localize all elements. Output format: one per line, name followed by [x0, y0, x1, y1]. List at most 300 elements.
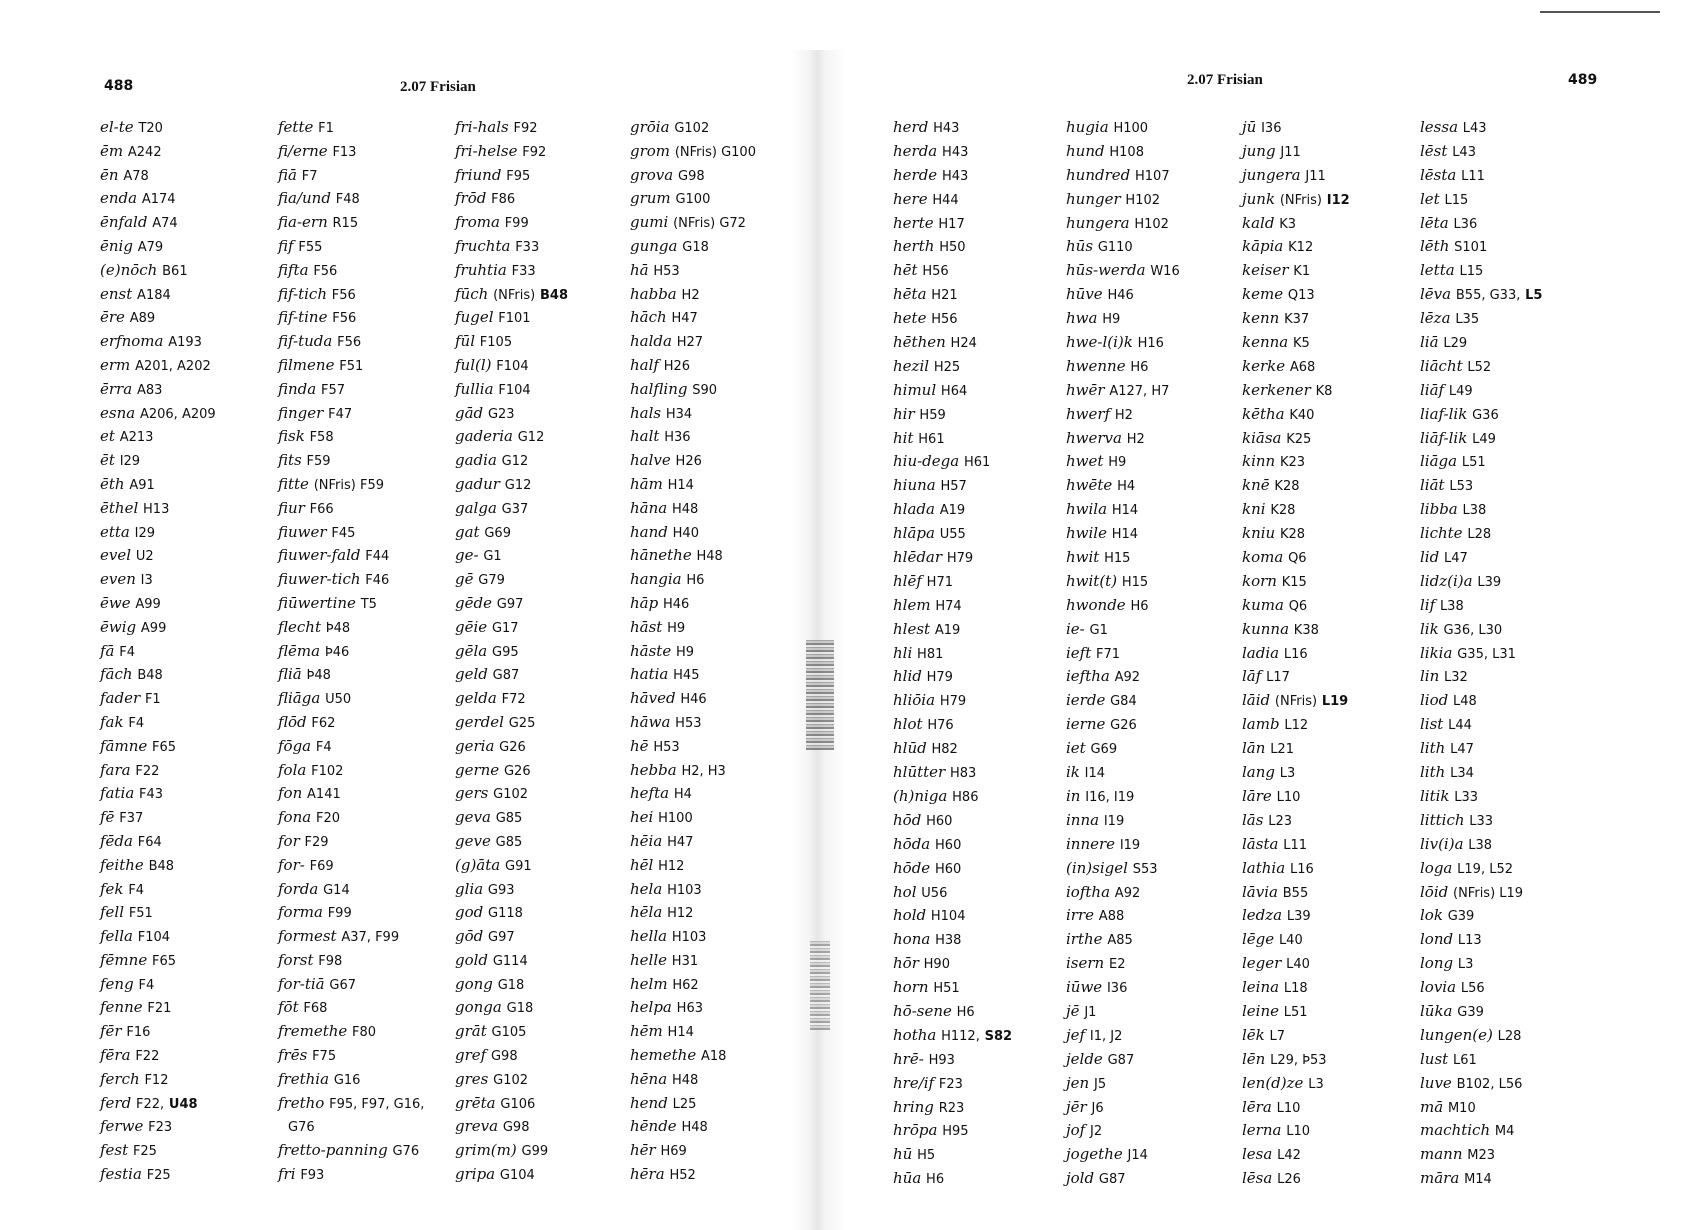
index-entry	[630, 687, 756, 711]
headword: ēn	[100, 165, 119, 184]
index-entry	[1420, 379, 1542, 403]
index-entry	[893, 164, 1012, 188]
reference-code: J2	[1090, 1124, 1103, 1140]
headword: littich	[1420, 810, 1465, 829]
reference-code: K28	[1280, 527, 1306, 543]
reference-code: H60	[935, 837, 962, 853]
index-entry	[455, 1044, 568, 1068]
index-entry	[100, 663, 216, 687]
index-entry	[1242, 952, 1350, 976]
reference-code: L61	[1452, 1052, 1477, 1068]
headword: fā	[100, 641, 115, 660]
index-entry	[100, 1068, 216, 1092]
reference-code: G104	[499, 1168, 535, 1184]
headword: irthe	[1066, 930, 1103, 949]
index-entry	[278, 521, 424, 545]
headword: etta	[100, 522, 130, 541]
index-entry	[1066, 857, 1180, 881]
reference-code: H46	[1107, 288, 1134, 304]
index-entry	[893, 809, 1012, 833]
reference-code: H6	[1130, 359, 1149, 375]
index-entry	[893, 140, 1012, 164]
reference-code: H52	[669, 1168, 696, 1184]
reference-code: U55	[939, 527, 966, 543]
index-entry	[455, 497, 568, 521]
headword: lid	[1420, 548, 1440, 567]
reference-code: H17	[938, 216, 965, 232]
reference-code: A174	[141, 192, 176, 208]
index-entry	[1242, 1167, 1350, 1191]
reference-code: S101	[1454, 240, 1488, 256]
headword: ladia	[1242, 643, 1280, 662]
index-entry	[630, 973, 756, 997]
headword: hund	[1066, 141, 1105, 160]
reference-code: K40	[1289, 407, 1315, 423]
reference-code: H64	[940, 383, 968, 399]
index-entry	[1066, 1024, 1180, 1048]
headword: lond	[1420, 930, 1454, 949]
scan-artifact	[810, 940, 830, 1030]
index-column	[455, 116, 568, 1187]
index-entry	[278, 140, 424, 164]
index-entry	[455, 1163, 568, 1187]
index-entry	[455, 235, 568, 259]
index-entry	[1066, 1048, 1180, 1072]
index-entry	[100, 616, 216, 640]
page-number-right: 489	[1568, 72, 1598, 88]
headword: hwe-l(i)k	[1066, 333, 1133, 352]
index-entry	[1066, 188, 1180, 212]
headword: litik	[1420, 786, 1450, 805]
reference-code: J1	[1084, 1004, 1097, 1020]
reference-code-bold: L5	[1525, 288, 1543, 304]
index-entry	[1242, 618, 1350, 642]
headword: ieft	[1066, 643, 1092, 662]
headword: hundred	[1066, 165, 1131, 184]
reference-code: H9	[676, 644, 695, 660]
reference-code: H45	[673, 668, 700, 684]
headword: gād	[455, 403, 484, 422]
index-entry	[100, 1092, 216, 1116]
reference-code: H86	[952, 789, 979, 805]
reference-code: F56	[313, 263, 338, 279]
reference-code: J11	[1305, 168, 1326, 184]
index-entry	[1242, 522, 1350, 546]
reference-code: H79	[946, 551, 974, 567]
index-entry	[893, 570, 1012, 594]
reference-code: G102	[493, 787, 529, 803]
reference-code: L11	[1461, 168, 1485, 184]
headword: gē	[455, 570, 474, 589]
headword: kiāsa	[1242, 428, 1282, 447]
reference-code: F13	[332, 144, 357, 160]
headword: hām	[630, 474, 663, 493]
reference-code: H56	[931, 312, 958, 328]
reference-code: Q6	[1288, 598, 1308, 614]
index-entry	[100, 592, 216, 616]
index-entry	[455, 687, 568, 711]
reference-code: F65	[151, 953, 177, 969]
index-entry	[1242, 857, 1350, 881]
index-entry	[455, 925, 568, 949]
index-entry	[1066, 761, 1180, 785]
index-entry	[1420, 403, 1542, 427]
headword: gunga	[630, 236, 678, 255]
reference-code: L35	[1455, 312, 1480, 328]
index-entry	[1242, 928, 1350, 952]
index-entry	[100, 283, 216, 307]
headword: jof	[1066, 1121, 1086, 1140]
reference-code: R15	[332, 216, 359, 232]
headword: el-te	[100, 118, 134, 136]
index-entry	[1066, 833, 1180, 857]
headword: finda	[278, 379, 317, 398]
reference-code: L12	[1284, 718, 1309, 734]
index-entry	[1066, 976, 1180, 1000]
index-entry	[1420, 881, 1542, 905]
reference-code: A19	[939, 503, 966, 519]
headword: fona	[278, 808, 312, 827]
reference-code: I36	[1261, 121, 1282, 136]
headword: liācht	[1420, 356, 1463, 375]
index-entry	[893, 618, 1012, 642]
headword: (e)nōch	[100, 260, 158, 279]
headword: lēza	[1420, 309, 1451, 328]
index-entry	[1066, 1072, 1180, 1096]
reference-code: L38	[1439, 598, 1464, 614]
headword: liv(i)a	[1420, 834, 1464, 853]
index-entry	[278, 306, 424, 330]
index-entry	[1420, 1167, 1542, 1191]
index-entry	[1420, 570, 1542, 594]
headword: ērra	[100, 379, 133, 398]
index-entry	[1420, 164, 1542, 188]
reference-code: W16	[1150, 264, 1180, 280]
headword: fiūwertine	[278, 593, 356, 612]
reference-code: H9	[1102, 312, 1121, 328]
headword: len(d)ze	[1242, 1073, 1304, 1092]
headword: hei	[630, 808, 654, 827]
reference-code: K38	[1293, 622, 1319, 638]
headword: lān	[1242, 739, 1266, 758]
reference-code: B48	[148, 858, 175, 874]
index-entry	[100, 354, 216, 378]
headword: hlot	[893, 715, 923, 734]
index-entry	[1066, 116, 1180, 140]
reference-code: H6	[1130, 598, 1149, 614]
index-entry	[630, 568, 756, 592]
reference-code: M4	[1494, 1124, 1515, 1140]
headword: hēthen	[893, 333, 946, 352]
reference-code: G36, L30	[1443, 622, 1503, 638]
reference-code: H31	[671, 953, 699, 969]
reference-code-bold: U48	[168, 1096, 198, 1112]
reference-code: A37, F99	[341, 930, 400, 946]
reference-code: G76	[288, 1120, 315, 1136]
reference-code: H43	[933, 121, 960, 136]
reference-code: H60	[934, 861, 962, 877]
reference-code: G98	[490, 1049, 518, 1065]
reference-code: H51	[933, 981, 960, 997]
reference-code: F104	[137, 930, 171, 946]
headword: ledza	[1242, 906, 1283, 925]
headword: ēm	[100, 141, 124, 160]
reference-code: A201, A202	[135, 358, 211, 374]
reference-code: A79	[137, 239, 164, 255]
headword: lith	[1420, 763, 1446, 782]
headword: māra	[1420, 1169, 1460, 1188]
index-entry	[100, 425, 216, 449]
reference-code: F51	[128, 906, 153, 922]
headword: list	[1420, 715, 1444, 734]
reference-code: A242	[127, 144, 162, 160]
headword: hēr	[630, 1141, 656, 1160]
index-entry	[893, 1072, 1012, 1096]
index-column	[1066, 116, 1180, 1191]
reference-code: L26	[1277, 1172, 1301, 1188]
index-entry	[893, 713, 1012, 737]
headword: lēst	[1420, 141, 1448, 160]
headword: mann	[1420, 1145, 1463, 1164]
headword: fatia	[100, 784, 135, 803]
reference-code: L21	[1270, 742, 1294, 758]
headword: junk	[1242, 189, 1276, 208]
headword: hāna	[630, 498, 668, 517]
reference-code: L38	[1468, 837, 1493, 853]
headword: jelde	[1066, 1049, 1103, 1068]
reference-code: K23	[1280, 455, 1306, 471]
headword: fiur	[278, 498, 305, 517]
index-entry	[1066, 594, 1180, 618]
index-entry	[630, 116, 756, 140]
reference-code: F4	[138, 977, 155, 993]
index-entry	[100, 306, 216, 330]
index-entry	[1242, 1024, 1350, 1048]
reference-code: B48	[137, 668, 163, 684]
reference-code: L56	[1460, 981, 1485, 997]
index-entry	[278, 735, 424, 759]
index-entry	[630, 283, 756, 307]
index-entry	[630, 949, 756, 973]
headword: lēth	[1420, 237, 1450, 256]
index-entry	[278, 568, 424, 592]
headword: jold	[1066, 1169, 1095, 1188]
headword: fak	[100, 712, 124, 731]
reference-code: G102	[674, 121, 710, 136]
index-entry	[455, 949, 568, 973]
reference-code: H36	[664, 430, 691, 446]
reference-code: H76	[927, 718, 954, 734]
headword: flōd	[278, 712, 307, 731]
headword: lik	[1420, 619, 1439, 638]
reference-code: F25	[146, 1168, 171, 1184]
headword: liaf-lik	[1420, 404, 1468, 423]
index-entry	[1420, 307, 1542, 331]
index-entry	[893, 474, 1012, 498]
headword: hend	[630, 1093, 668, 1112]
reference-code: L48	[1453, 694, 1477, 710]
index-entry	[1420, 116, 1542, 140]
headword: kinn	[1242, 452, 1276, 471]
reference-code: L3	[1457, 957, 1474, 973]
index-entry	[278, 1044, 424, 1068]
headword: hūa	[893, 1169, 922, 1188]
index-entry	[893, 642, 1012, 666]
index-entry	[1420, 689, 1542, 713]
reference-code: G98	[502, 1120, 530, 1136]
headword: hrē-	[893, 1049, 924, 1068]
index-entry	[278, 497, 424, 521]
headword: formest	[278, 927, 337, 946]
headword: fiā	[278, 165, 297, 184]
headword: lungen(e)	[1420, 1025, 1493, 1044]
reference-code: F92	[522, 144, 547, 160]
reference-code: G18	[682, 239, 709, 255]
headword: enst	[100, 284, 133, 303]
reference-code: G99	[521, 1144, 549, 1160]
index-entry	[1242, 1143, 1350, 1167]
index-entry	[893, 857, 1012, 881]
running-head-right: 2.07 Frisian	[1187, 72, 1263, 88]
reference-code: F45	[331, 525, 356, 541]
reference-code: F56	[331, 287, 356, 303]
headword: hli	[893, 643, 913, 662]
reference-code: M10	[1447, 1100, 1476, 1116]
reference-code: F102	[311, 763, 344, 779]
index-entry	[100, 830, 216, 854]
headword: koma	[1242, 548, 1284, 567]
headword: hliōia	[893, 691, 936, 710]
reference-code: H26	[663, 358, 691, 374]
headword: lichte	[1420, 524, 1463, 543]
reference-code: H63	[676, 1001, 703, 1017]
reference-code: H47	[667, 834, 694, 850]
index-entry	[630, 497, 756, 521]
headword: hatia	[630, 665, 669, 684]
index-entry	[100, 901, 216, 925]
index-entry	[1242, 976, 1350, 1000]
reference-code: L29	[1443, 336, 1468, 352]
index-entry	[893, 904, 1012, 928]
reference-code: K8	[1315, 383, 1333, 399]
reference-code: L15	[1444, 192, 1469, 208]
headword: fon	[278, 784, 303, 803]
headword: hāste	[630, 641, 672, 660]
headword: iet	[1066, 739, 1086, 758]
index-entry	[1242, 570, 1350, 594]
index-entry	[1242, 761, 1350, 785]
index-entry	[630, 735, 756, 759]
index-entry	[1420, 761, 1542, 785]
reference-code: F99	[327, 906, 352, 922]
headword: fader	[100, 689, 141, 708]
index-entry	[278, 402, 424, 426]
headword: half	[630, 355, 659, 374]
index-entry	[278, 854, 424, 878]
reference-code: E2	[1108, 957, 1126, 973]
headword: esna	[100, 403, 136, 422]
headword: gadia	[455, 451, 497, 470]
index-entry	[630, 1044, 756, 1068]
reference-code: H100	[658, 811, 693, 827]
index-entry	[278, 425, 424, 449]
index-entry	[1066, 474, 1180, 498]
reference-code: K28	[1274, 479, 1300, 495]
reference-code: I1, J2	[1089, 1028, 1123, 1044]
reference-code: G97	[488, 930, 515, 946]
reference-code: K15	[1281, 574, 1307, 590]
headword: fē	[100, 808, 115, 827]
index-entry	[893, 283, 1012, 307]
index-entry	[1066, 737, 1180, 761]
reference-code: F93	[300, 1168, 325, 1184]
index-entry	[893, 785, 1012, 809]
index-entry	[1420, 1024, 1542, 1048]
headword: friund	[455, 165, 502, 184]
headword: god	[455, 903, 484, 922]
index-entry	[893, 379, 1012, 403]
index-entry	[630, 663, 756, 687]
headword: hebba	[630, 760, 677, 779]
headword: lathia	[1242, 858, 1286, 877]
reference-code: (NFris) L19	[1453, 885, 1524, 901]
index-entry	[1420, 665, 1542, 689]
reference-code: G39	[1447, 909, 1475, 925]
reference-code: F59	[306, 454, 331, 470]
headword: hwit	[1066, 548, 1100, 567]
reference-code: F48	[335, 192, 360, 208]
index-entry	[100, 473, 216, 497]
reference-code: H74	[935, 598, 962, 614]
reference-code: A88	[1098, 909, 1125, 925]
index-entry	[1242, 212, 1350, 236]
index-entry	[278, 211, 424, 235]
index-entry	[630, 806, 756, 830]
headword: finger	[278, 403, 324, 422]
index-entry	[278, 925, 424, 949]
headword: festia	[100, 1165, 142, 1184]
headword: fif-tich	[278, 284, 327, 303]
index-entry	[630, 1163, 756, 1187]
headword: keiser	[1242, 261, 1289, 280]
headword: hre/if	[893, 1073, 935, 1092]
reference-code: G114	[492, 953, 528, 969]
reference-code: G23	[487, 406, 515, 422]
index-entry	[1242, 140, 1350, 164]
reference-code: H62	[672, 977, 699, 993]
index-entry	[1066, 212, 1180, 236]
headword: lāvia	[1242, 882, 1278, 901]
headword: grim(m)	[455, 1141, 517, 1160]
reference-code: L40	[1286, 957, 1310, 973]
headword: lāf	[1242, 667, 1262, 686]
index-entry	[1242, 474, 1350, 498]
index-entry	[893, 427, 1012, 451]
headword: let	[1420, 189, 1440, 208]
reference-code: G69	[484, 525, 511, 541]
index-entry	[100, 949, 216, 973]
reference-code: B55, G33,	[1455, 288, 1521, 304]
index-entry	[455, 616, 568, 640]
reference-code: G110	[1097, 240, 1133, 256]
headword: fenne	[100, 998, 143, 1017]
index-entry	[893, 976, 1012, 1000]
reference-code: L40	[1278, 933, 1303, 949]
reference-code: L47	[1450, 742, 1474, 758]
headword: kniu	[1242, 524, 1276, 543]
headword: lēge	[1242, 930, 1275, 949]
reference-code: A74	[152, 216, 178, 232]
